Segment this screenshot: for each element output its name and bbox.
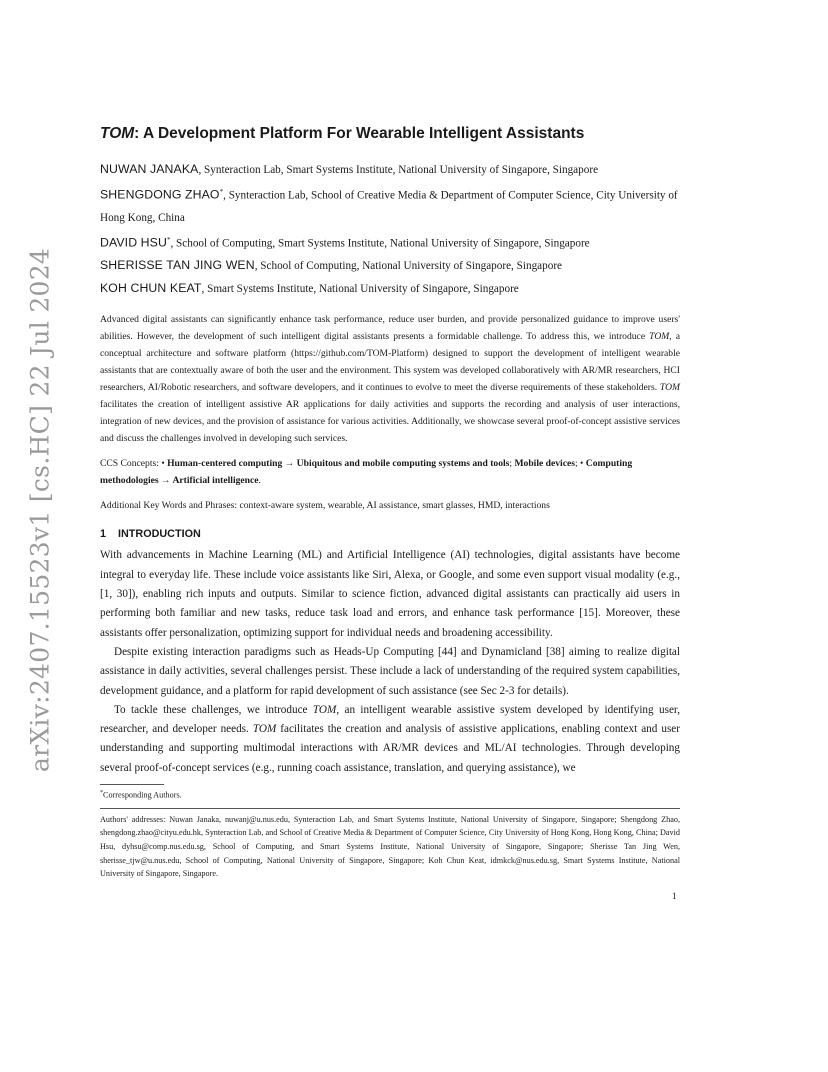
paragraph: With advancements in Machine Learning (ML) and Artificial Intelligence (AI) technologies, digital assistants have become integral to everyday life. These include voice assistants like Siri, Alexa, or Google, and some even support visual modality (e.g., [1, 30]), enabling rich inputs and outputs. Similar to science fiction, advanced digital assistants can practically aid users in performing both familiar and new tasks, reduce task load and errors, and enhance task performance [15]. Moreover, these assistants offer personalization, optimizing support for individual needs and broadening accessibility. [100, 549, 680, 639]
author-entry [100, 277, 680, 300]
author-entry [100, 229, 680, 255]
abstract-text: Advanced digital assistants can significantly enhance task performance, reduce user burden, and provide personalized guidance to improve users' abilities. However, the development of such intelligent digital assistants presents a formidable challenge. To address this, we introduce [100, 314, 680, 343]
introduction-body [100, 546, 680, 778]
author-affiliation: , Synteraction Lab, School of Creative Media & Department of Computer Science, City University of Hong Kong, China [100, 189, 678, 224]
ccs-concept: Computing methodologies → Artificial intelligence [100, 457, 633, 486]
ccs-label: CCS Concepts: [100, 457, 162, 469]
footnote [100, 787, 680, 802]
paper-page [100, 124, 680, 881]
section-number: 1 [100, 528, 107, 541]
author-entry [100, 181, 680, 229]
ccs-concepts [100, 456, 680, 490]
paragraph-system-name: TOM [252, 723, 277, 736]
page-number: 1 [672, 891, 677, 901]
abstract-text: facilitates the creation of intelligent assistive AR applications for daily activities and supports the recording and analysis of user interactions, integration of new devices, and the provision of assistance for various activities. Additionally, we showcase several proof-of-concept assistive services and discuss the challenges involved in developing such services. [100, 399, 680, 444]
corresponding-mark: * [219, 188, 224, 196]
author-name: DAVID HSU [100, 235, 167, 250]
author-name: KOH CHUN KEAT [100, 281, 202, 296]
section-title: INTRODUCTION [118, 528, 201, 541]
arxiv-side-stamp [18, 240, 62, 780]
section-heading [100, 526, 680, 542]
author-list [100, 158, 680, 300]
author-name: SHERISSE TAN JING WEN [100, 258, 255, 273]
footnote-divider [100, 784, 164, 785]
author-addresses: Authors' addresses: Nuwan Janaka, nuwanj@u.nus.edu, Synteraction Lab, and Smart Systems Institute, National University of Singapore, Singapore; Shengdong Zhao, shengdong.zhao@cityu.edu.hk, Synteraction Lab, and School of Creative Media & Department of Computer Science, City University of Hong Kong, Hong Kong, China; David Hsu, dyhsu@comp.nus.edu.sg, School of Computing, and Smart Systems Institute, National University of Singapore, Singapore; Sherisse Tan Jing Wen, sherisse_tjw@u.nus.edu, School of Computing, National University of Singapore, Singapore; Koh Chun Keat, idmkck@nus.edu.sg, Smart Systems Institute, National University of Singapore, Singapore. [100, 814, 680, 879]
arxiv-identifier: arXiv:2407.15523v1 [cs.HC] 22 Jul 2024 [25, 247, 55, 773]
abstract-system-name: TOM [649, 331, 670, 343]
title-system-name: TOM [100, 125, 135, 142]
paragraph-text: , an intelligent wearable assistive system developed by identifying user, researcher, and developer needs. [100, 703, 680, 736]
abstract-system-name: TOM [659, 382, 680, 394]
ccs-concept: Mobile devices [514, 457, 575, 469]
keywords: Additional Key Words and Phrases: context-aware system, wearable, AI assistance, smart glasses, HMD, interactions [100, 499, 550, 511]
paragraph-text: To tackle these challenges, we introduce [114, 703, 313, 716]
ccs-concept: Human-centered computing → Ubiquitous and mobile computing systems and tools [167, 457, 510, 469]
ccs-separator: ; [509, 457, 515, 469]
paragraph-text: facilitates the creation and analysis of assistive applications, enabling context and user understanding and supporting multimodal interactions with AR/MR devices and ML/AI technologies. Through developing several proof-of-concept services (e.g., running coach assistance, translation, and querying assistance), we [100, 723, 681, 774]
footnote-text: Corresponding Authors. [103, 790, 182, 800]
paragraph [100, 701, 680, 778]
corresponding-mark: * [166, 235, 171, 244]
author-entry [100, 254, 680, 277]
author-entry [100, 158, 680, 181]
paragraph-system-name: TOM [312, 703, 337, 716]
ccs-bullet: • [161, 457, 168, 469]
paper-title [100, 124, 680, 144]
author-affiliation: , Smart Systems Institute, National University of Singapore, Singapore [201, 283, 519, 296]
addresses-divider [100, 808, 680, 809]
author-affiliation: , School of Computing, Smart Systems Institute, National University of Singapore, Singapore [170, 237, 590, 250]
ccs-separator: ; • [574, 457, 586, 469]
author-name: SHENGDONG ZHAO [100, 187, 220, 202]
title-rest: : A Development Platform For Wearable Intelligent Assistants [134, 125, 585, 142]
author-name: NUWAN JANAKA [100, 162, 199, 176]
author-affiliation: , School of Computing, National University of Singapore, Singapore [254, 260, 563, 273]
abstract-text: , a conceptual architecture and software platform (https://github.com/TOM-Platform) designed to support the development of intelligent wearable assistants that are contextually aware of both the user and the environment. This system was developed collaboratively with AR/MR researchers, HCI researchers, AI/Robotic researchers, and software developers, and it continues to evolve to meet the diverse requirements of these stakeholders. [100, 331, 680, 394]
author-affiliation: , Synteraction Lab, Smart Systems Institute, National University of Singapore, Singapore [198, 164, 599, 176]
footnote-mark: * [100, 790, 103, 796]
paragraph: Despite existing interaction paradigms such as Heads-Up Computing [44] and Dynamicland [38] aiming to realize digital assistance in daily activities, several challenges persist. These include a lack of understanding of the required system capabilities, development guidance, and a platform for rapid development of such assistance (see Sec 2-3 for details). [100, 645, 680, 697]
abstract [100, 312, 680, 447]
ccs-end: . [258, 474, 261, 486]
